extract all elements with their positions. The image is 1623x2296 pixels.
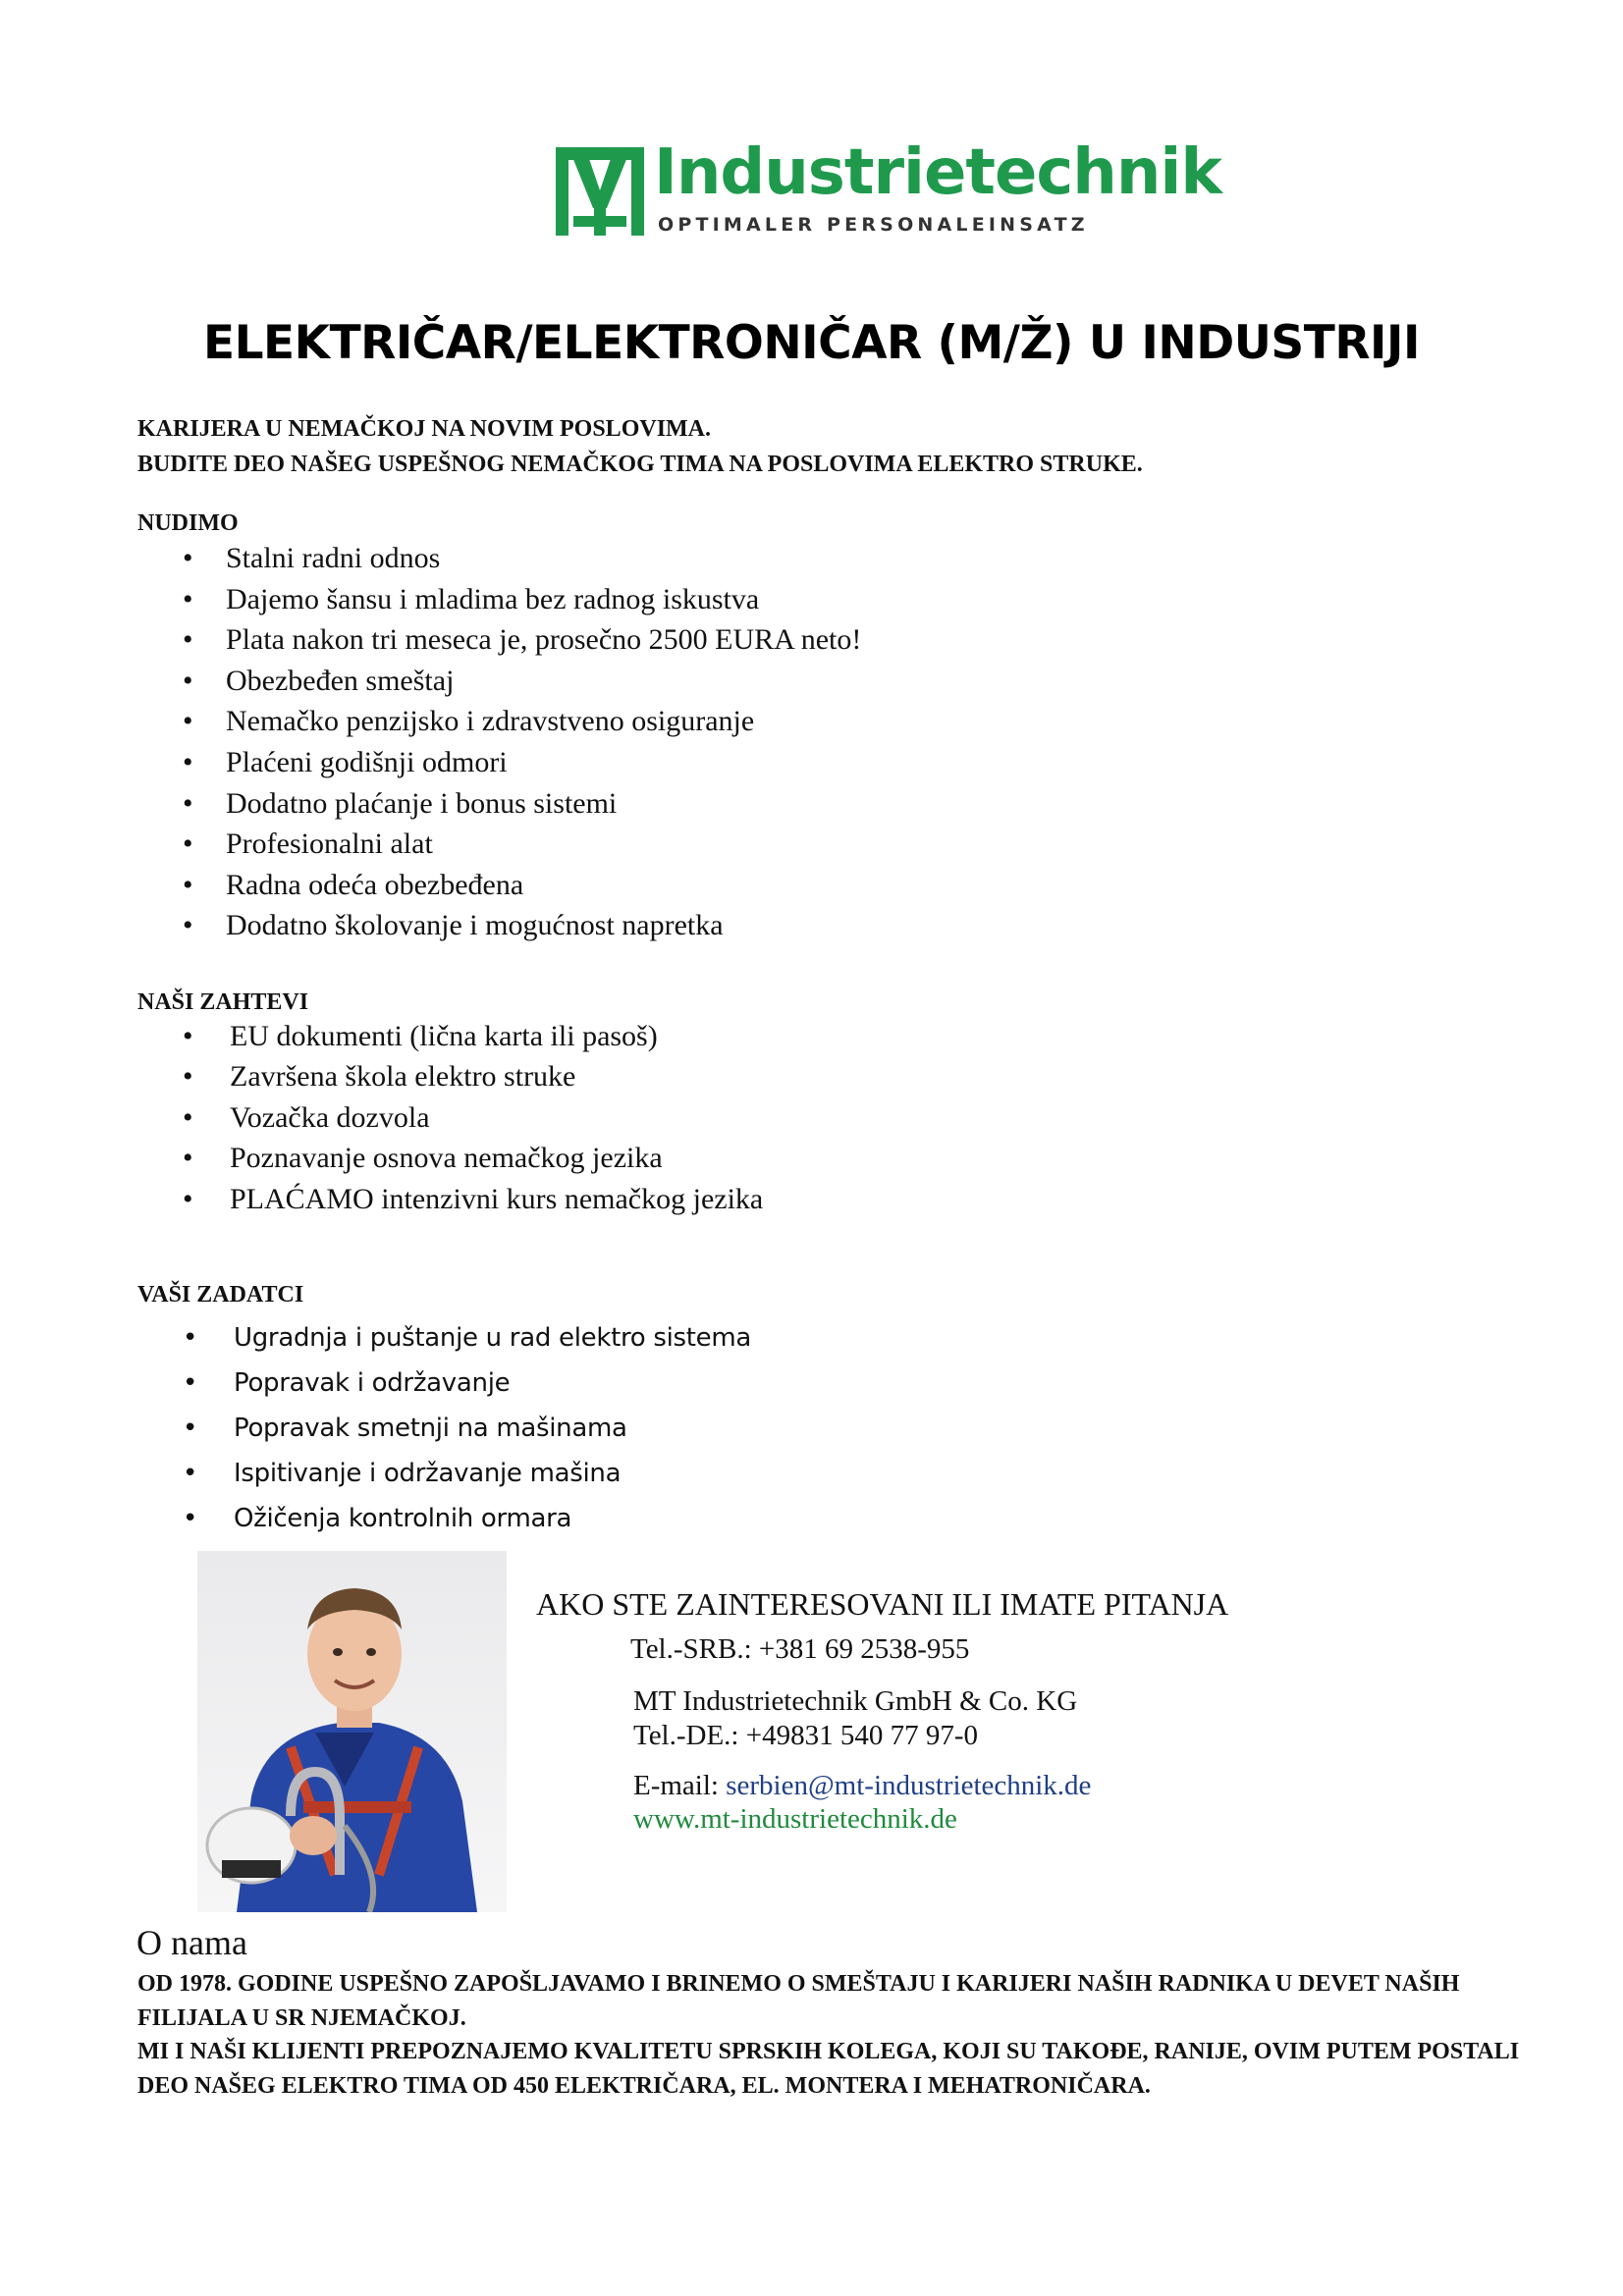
list-item: • Ispitivanje i održavanje mašina	[183, 1451, 751, 1496]
phone-germany[interactable]: Tel.-DE.: +49831 540 77 97-0	[633, 1720, 979, 1751]
list-item: • Dajemo šansu i mladima bez radnog iskustva	[183, 579, 861, 620]
list-item: • Popravak i održavanje	[183, 1361, 751, 1406]
email-link[interactable]: serbien@mt-industrietechnik.de	[726, 1770, 1092, 1801]
list-item: • Ugradnja i puštanje u rad elektro sistema	[183, 1315, 751, 1361]
tasks-heading: VAŠI ZADATCI	[137, 1282, 304, 1308]
list-item: • Dodatno plaćanje i bonus sistemi	[183, 783, 861, 825]
requirements-heading: NAŠI ZAHTEVI	[137, 989, 309, 1015]
about-paragraph-2: MI I NAŠI KLIJENTI PREPOZNAJEMO KVALITETU SPRSKIH KOLEGA, KOJI SU TAKOĐE, RANIJE, OVIM PUTEM POSTALI DEO NAŠEG ELEKTRO TIMA OD 450 ELEKTRIČARA, EL. MONTERA I MEHATRONIČARA.	[137, 2039, 1520, 2099]
contact-heading: AKO STE ZAINTERESOVANI ILI IMATE PITANJA	[536, 1586, 1229, 1622]
intro-line-2: BUDITE DEO NAŠEG USPEŠNOG NEMAČKOG TIMA NA POSLOVIMA ELEKTRO STRUKE.	[137, 452, 1143, 477]
list-item: • Dodatno školovanje i mogućnost napretka	[183, 905, 861, 946]
list-item: • Stalni radni odnos	[183, 538, 861, 579]
list-item: • Završena škola elektro struke	[183, 1056, 763, 1096]
email-row	[633, 1770, 1091, 1802]
about-paragraph-1: OD 1978. GODINE USPEŠNO ZAPOŠLJAVAMO I BRINEMO O SMEŠTAJU I KARIJERI NAŠIH RADNIKA U DEVET NAŠIH FILIJALA U SR NJEMAČKOJ.	[137, 1971, 1460, 2031]
tasks-list	[183, 1315, 751, 1541]
phone-serbia[interactable]: Tel.-SRB.: +381 69 2538-955	[630, 1633, 970, 1665]
list-item: • EU dokumenti (lična karta ili pasoš)	[183, 1016, 763, 1056]
list-item: • Plaćeni godišnji odmori	[183, 742, 861, 783]
list-item: • Poznavanje osnova nemačkog jezika	[183, 1138, 763, 1178]
company-logo	[556, 136, 1221, 245]
email-label: E-mail:	[633, 1770, 727, 1801]
list-item: • PLAĆAMO intenzivni kurs nemačkog jezika	[183, 1179, 763, 1219]
requirements-list	[183, 1016, 763, 1219]
worker-photo	[197, 1551, 507, 1912]
page-title: ELEKTRIČAR/ELEKTRONIČAR (M/Ž) U INDUSTRIJI	[202, 316, 1420, 370]
list-item: • Obezbeđen smeštaj	[183, 661, 861, 702]
offer-list	[183, 538, 861, 946]
company-name: MT Industrietechnik GmbH & Co. KG	[633, 1685, 1078, 1717]
list-item: • Ožičenja kontrolnih ormara	[183, 1496, 751, 1541]
website-link[interactable]: www.mt-industrietechnik.de	[633, 1803, 957, 1835]
list-item: • Vozačka dozvola	[183, 1097, 763, 1138]
about-heading: O nama	[136, 1923, 247, 1962]
logo-wordmark: Industrietechnik	[654, 136, 1221, 209]
electrician-illustration	[197, 1551, 507, 1912]
list-item: • Nemačko penzijsko i zdravstveno osiguranje	[183, 701, 861, 742]
list-item: • Radna odeća obezbeđena	[183, 865, 861, 906]
list-item: • Plata nakon tri meseca je, prosečno 2500 EURA neto!	[183, 619, 861, 661]
logo-tagline: OPTIMALER PERSONALEINSATZ	[658, 214, 1089, 236]
list-item: • Profesionalni alat	[183, 824, 861, 865]
intro-line-1: KARIJERA U NEMAČKOJ NA NOVIM POSLOVIMA.	[137, 416, 712, 442]
mt-logo-icon	[556, 147, 644, 236]
offer-heading: NUDIMO	[137, 510, 239, 536]
list-item: • Popravak smetnji na mašinama	[183, 1406, 751, 1451]
